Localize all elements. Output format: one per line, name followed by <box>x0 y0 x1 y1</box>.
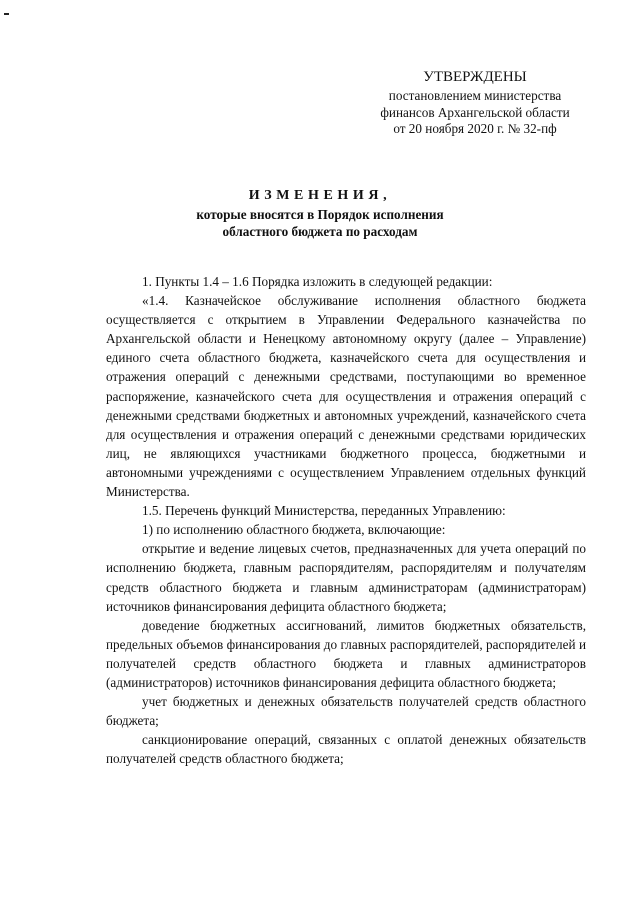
paragraph-accounts: открытие и ведение лицевых счетов, предназначенных для учета операций по исполнению бюджета, главным распорядителям, распорядителям и получателям средств областного бюджета и главным администраторам (администраторам) источников финансирования дефицита областного бюджета; <box>106 541 586 614</box>
approval-stamp-block <box>360 68 590 138</box>
document-body <box>106 272 586 768</box>
approval-line-2: финансов Архангельской области <box>380 104 570 120</box>
title-line-1: которые вносятся в Порядок исполнения <box>196 207 444 222</box>
title-line-2: областного бюджета по расходам <box>222 223 418 239</box>
paragraph-clause-1-5: 1.5. Перечень функций Министерства, переданных Управлению: <box>142 503 506 519</box>
approval-line-1: постановлением министерства <box>388 88 562 103</box>
approval-heading: УТВЕРЖДЕНЫ <box>423 69 527 85</box>
paragraph-clause-1-4: «1.4. Казначейское обслуживание исполнения областного бюджета осуществляется с открытием в Управлении Федерального казначейства по Архангельской области и Ненецкому автономному округу (далее – Управление) единого счета областного бюджета, казначейского счета для осуществления и отражения операций с денежными средствами, поступающими во временное распоряжение, казначейского счета для осуществления и отражения операций с денежными средствами бюджетных и автономных учреждений, казначейского счета для осуществления и отражения операций с денежными средствами юридических лиц, не являющихся участниками бюджетного процесса, бюджетными и автономными учреждениями с осуществлением Управлением отдельных функций Министерства. <box>106 293 586 500</box>
paragraph-item-1: 1. Пункты 1.4 – 1.6 Порядка изложить в следующей редакции: <box>142 274 493 289</box>
paragraph-subitem-1: 1) по исполнению областного бюджета, включающие: <box>142 522 446 538</box>
paragraph-obligations: учет бюджетных и денежных обязательств получателей средств областного бюджета; <box>106 694 586 729</box>
paragraph-sanctioning: санкционирование операций, связанных с оплатой денежных обязательств получателей средств областного бюджета; <box>106 732 586 767</box>
paragraph-allocations: доведение бюджетных ассигнований, лимитов бюджетных обязательств, предельных объемов финансирования до главных распорядителей, распорядителей и получателей средств областного бюджета и главных администраторов (администраторов) источников финансирования дефицита областного бюджета; <box>106 617 586 690</box>
scan-mark <box>4 13 9 15</box>
approval-line-3: от 20 ноября 2020 г. № 32-пф <box>393 121 557 137</box>
document-title <box>150 186 490 240</box>
title-main: ИЗМЕНЕНИЯ, <box>248 188 392 203</box>
